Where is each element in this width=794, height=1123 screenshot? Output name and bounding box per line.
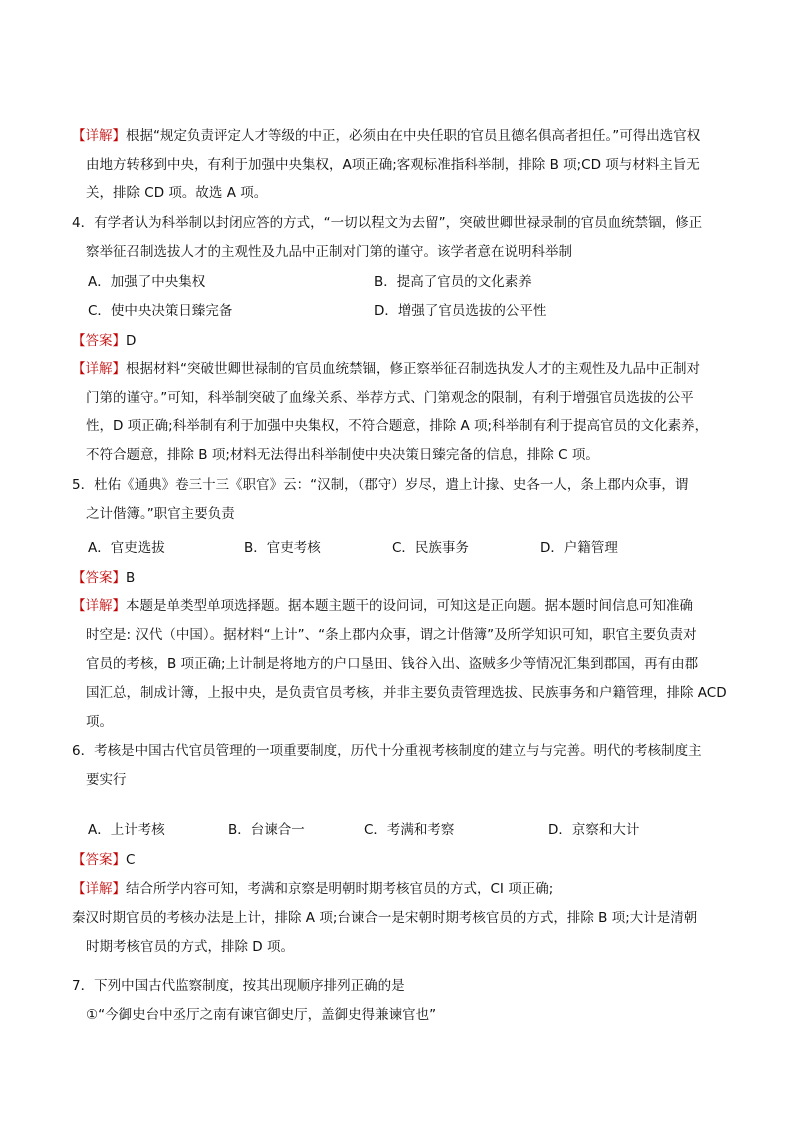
answer-value: B — [126, 570, 136, 586]
detail-q5-line4: 国汇总，制成计簿，上报中央，是负责官员考核，并非主要负责管理选拔、民族事务和户籍管理，排除 ACD — [86, 685, 727, 701]
detail-q3-line2: 由地方转移到中央，有利于加强中央集权，A项正确;客观标准指科举制，排除 B 项;CD 项与材料主旨无 — [86, 157, 700, 173]
answer-label: 【答案】 — [72, 333, 126, 349]
detail-q5-line5: 项。 — [86, 714, 113, 730]
question-4-option-b: B．提高了官员的文化素养 — [374, 274, 532, 290]
answer-q4 — [72, 332, 136, 350]
detail-q4-line1 — [72, 360, 700, 378]
detail-q6-line1 — [72, 880, 553, 898]
detail-q4-line2: 门第的谨守。”可知，科举制突破了血缘关系、举荐方式、门第观念的限制，有利于增强官员选拔的公平 — [86, 390, 694, 406]
answer-value: C — [126, 852, 136, 868]
question-6-option-a: A．上计考核 — [88, 822, 165, 838]
question-5-stem-cont: 之计偕簿。”职官主要负责 — [86, 506, 235, 522]
detail-text: 根据“规定负责评定人才等级的中正，必须由在中央任职的官员且德名俱高者担任。”可得出选官权 — [126, 128, 701, 144]
detail-q5-line1 — [72, 597, 693, 615]
detail-q3-line3: 关，排除 CD 项。故选 A 项。 — [86, 185, 268, 201]
detail-text: 根据材料“突破世卿世禄制的官员血统禁锢，修正察举征召制选执发人才的主观性及九品中正制对 — [126, 361, 700, 377]
detail-label: 【详解】 — [72, 598, 126, 614]
question-4-stem-cont: 察举征召制选拔人才的主观性及九品中正制对门第的谨守。该学者意在说明科举制 — [86, 244, 572, 260]
question-7-item-1: ①“今御史台中丞厅之南有谏官御史厅，盖御史得兼谏官也” — [86, 1007, 437, 1023]
detail-text: 结合所学内容可知，考满和京察是明朝时期考核官员的方式，CI 项正确; — [126, 881, 554, 897]
question-6-stem-cont: 要实行 — [86, 772, 127, 788]
answer-label: 【答案】 — [72, 570, 126, 586]
question-4-option-c: C．使中央决策日臻完备 — [88, 303, 233, 319]
question-7-stem: 7．下列中国古代监察制度，按其出现顺序排列正确的是 — [72, 978, 405, 994]
detail-text: 本题是单类型单项选择题。据本题主题干的设问词，可知这是正向题。据本题时间信息可知准确 — [126, 598, 693, 614]
detail-q3-line1 — [72, 127, 700, 145]
detail-q4-line4: 不符合题意，排除 B 项;材料无法得出科举制使中央决策日臻完备的信息，排除 C 项。 — [86, 447, 599, 463]
detail-label: 【详解】 — [72, 361, 126, 377]
question-5-option-c: C．民族事务 — [392, 540, 469, 556]
question-5-option-d: D．户籍管理 — [540, 540, 618, 556]
question-6-stem: 6．考核是中国古代官员管理的一项重要制度，历代十分重视考核制度的建立与与完善。明代的考核制度主 — [72, 743, 702, 759]
question-4-option-d: D．增强了官员选拔的公平性 — [374, 303, 547, 319]
answer-value: D — [126, 333, 137, 349]
question-5-stem: 5．杜佑《通典》卷三十三《职官》云：“汉制，（郡守）岁尽，遣上计掾、史各一人，条上郡内众事，谓 — [72, 477, 689, 493]
detail-q6-line3: 时期考核官员的方式，排除 D 项。 — [86, 939, 294, 955]
answer-label: 【答案】 — [72, 852, 126, 868]
question-5-option-a: A．官吏选拔 — [88, 540, 165, 556]
answer-q5 — [72, 569, 135, 587]
question-6-option-d: D．京察和大计 — [548, 822, 640, 838]
detail-label: 【详解】 — [72, 881, 126, 897]
question-6-option-c: C．考满和考察 — [364, 822, 455, 838]
detail-q4-line3: 性，D 项正确;科举制有利于加强中央集权，不符合题意，排除 A 项;科举制有利于提高官员的文化素养， — [86, 418, 709, 434]
question-4-option-a: A．加强了中央集权 — [88, 274, 206, 290]
question-4-stem: 4．有学者认为科举制以封闭应答的方式，“一切以程文为去留”，突破世卿世禄录制的官员血统禁锢，修正 — [72, 215, 703, 231]
detail-q5-line2: 时空是: 汉代（中国）。据材料“上计”、“条上郡内众事，谓之计偕簿”及所学知识可知，职官主要负责对 — [86, 627, 697, 643]
detail-q5-line3: 官员的考核，B 项正确;上计制是将地方的户口垦田、钱谷入出、盗贼多少等情况汇集到郡国，再有由郡 — [86, 656, 699, 672]
question-6-option-b: B．台谏合一 — [228, 822, 305, 838]
detail-q6-line2: 秦汉时期官员的考核办法是上计，排除 A 项;台谏合一是宋朝时期考核官员的方式，排除 B 项;大计是清朝 — [72, 910, 698, 926]
question-5-option-b: B．官吏考核 — [244, 540, 321, 556]
answer-q6 — [72, 851, 135, 869]
detail-label: 【详解】 — [72, 128, 126, 144]
